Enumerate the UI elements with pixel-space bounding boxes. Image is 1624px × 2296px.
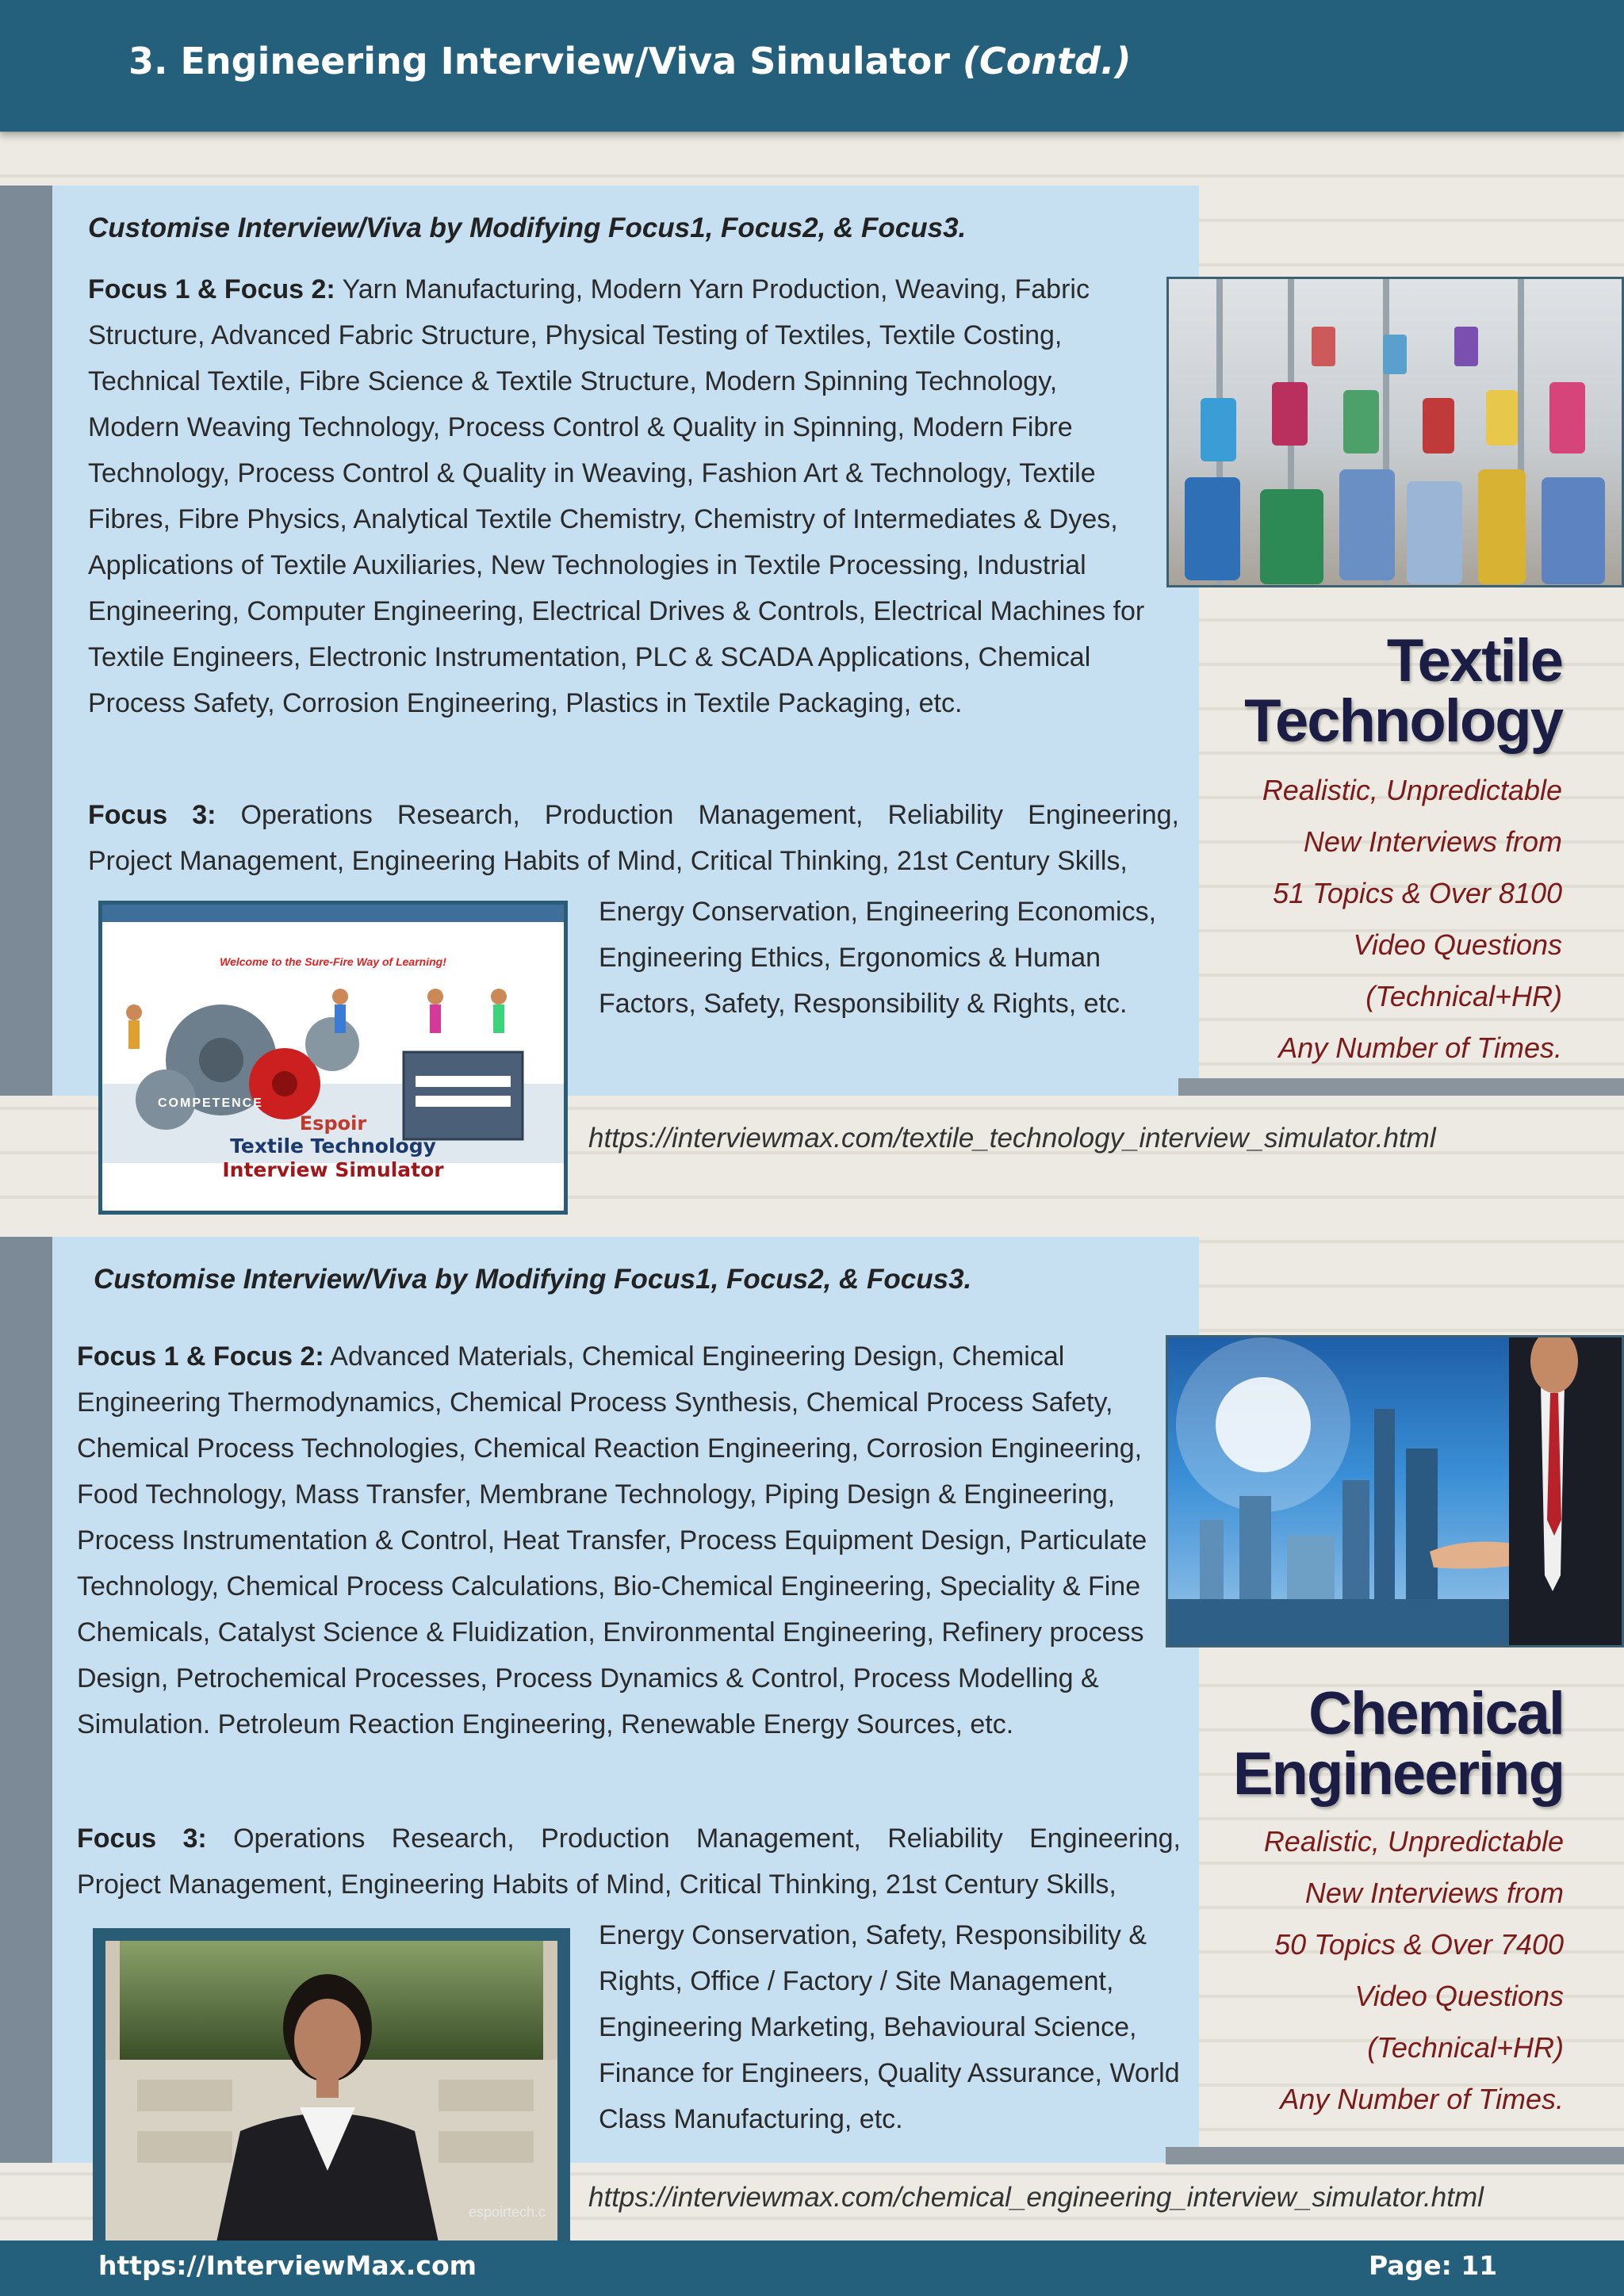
textile-title-line2: Technology xyxy=(1244,687,1562,755)
chemical-tagline xyxy=(1189,1816,1564,2125)
footer-site-link[interactable]: https://InterviewMax.com xyxy=(98,2250,477,2281)
chemical-focus3-line2: Project Management, Engineering Habits of Mind, Critical Thinking, 21st Century Skills, xyxy=(77,1869,1116,1900)
textile-focus3-line1: Focus 3: Operations Research, Production Management, Reliability Engineering, xyxy=(88,800,1179,830)
chemical-tagline-2: New Interviews from xyxy=(1304,1877,1564,1909)
chemical-refinery-photo xyxy=(1166,1335,1624,1647)
chemical-engineering-title xyxy=(1189,1680,1564,1808)
textile-focus12-paragraph xyxy=(88,266,1151,726)
screenshot-welcome: Welcome to the Sure-Fire Way of Learning! xyxy=(220,955,446,968)
chemical-tagline-3: 50 Topics & Over 7400 xyxy=(1274,1928,1564,1961)
refinery-illustration xyxy=(1168,1337,1622,1645)
textile-tagline-3: 51 Topics & Over 8100 xyxy=(1273,877,1562,909)
textile-focus3-label: Focus 3: xyxy=(88,800,216,830)
chemical-tagline-6: Any Number of Times. xyxy=(1280,2083,1564,2115)
textile-focus12-text: Yarn Manufacturing, Modern Yarn Production, Weaving, Fabric Structure, Advanced Fabric Structure, Physical Testing of Textiles, Textile Costing, Technical Textile, Fibre Science & Textile Structure, Modern Spinning Technology, Modern Weaving Technology, Process Control & Quality in Spinning, Modern Fibre Technology, Process Control & Quality in Weaving, Fashion Art & Technology, Textile Fibres, Fibre Physics, Analytical Textile Chemistry, Chemistry of Intermediates & Dyes, Applications of Textile Auxiliaries, New Technologies in Textile Processing, Industrial Engineering, Computer Engineering, Electrical Drives & Controls, Electrical Machines for Textile Engineers, Electronic Instrumentation, PLC & SCADA Applications, Chemical Process Safety, Corrosion Engineering, Plastics in Textile Packaging, etc. xyxy=(88,274,1145,718)
textile-technology-title xyxy=(1189,627,1562,755)
textile-focus3-rest: Energy Conservation, Engineering Economics, Engineering Ethics, Ergonomics & Human Factors, Safety, Responsibility & Rights, etc. xyxy=(599,897,1157,1019)
textile-simulator-link[interactable]: https://interviewmax.com/textile_technology_interview_simulator.html xyxy=(588,1123,1436,1154)
screenshot-nav-bar xyxy=(102,905,564,922)
screenshot-brand: Espoir xyxy=(299,1112,367,1135)
textile-tagline xyxy=(1189,764,1562,1073)
footer-page-number: Page: 11 xyxy=(1369,2250,1498,2281)
screenshot-competence: COMPETENCE xyxy=(158,1096,263,1110)
chemical-tagline-5: (Technical+HR) xyxy=(1367,2031,1564,2064)
textile-side-bar xyxy=(0,186,52,1096)
chemical-focus3-rest: Energy Conservation, Safety, Responsibility & Rights, Office / Factory / Site Management, Engineering Marketing, Behavioural Science, Finance for Engineers, Quality Assurance, World Class Manufacturing, etc. xyxy=(599,1920,1180,2134)
chemical-tagline-4: Video Questions xyxy=(1354,1980,1564,2012)
textile-tagline-1: Realistic, Unpredictable xyxy=(1262,774,1562,806)
video-watermark: espoirtech.c xyxy=(469,2204,546,2220)
textile-tagline-4: Video Questions xyxy=(1353,928,1562,961)
chemical-presenter-video xyxy=(93,1928,570,2242)
screenshot-line1: Textile Technology xyxy=(230,1135,436,1158)
screenshot-line2: Interview Simulator xyxy=(222,1158,444,1181)
chemical-title-line2: Engineering xyxy=(1232,1740,1564,1808)
chemical-tagline-1: Realistic, Unpredictable xyxy=(1263,1825,1564,1858)
chemical-focus3-line1: Focus 3: Operations Research, Production Management, Reliability Engineering, xyxy=(77,1823,1181,1854)
chemical-focus12-paragraph xyxy=(77,1334,1160,1747)
textile-spools-photo xyxy=(1166,277,1624,587)
textile-simulator-screenshot xyxy=(98,901,568,1215)
spools-illustration xyxy=(1169,279,1622,585)
chemical-focus12-label: Focus 1 & Focus 2: xyxy=(77,1341,324,1372)
textile-tagline-6: Any Number of Times. xyxy=(1278,1031,1562,1064)
chemical-focus3-label: Focus 3: xyxy=(77,1823,207,1854)
textile-focus3-line2: Project Management, Engineering Habits of Mind, Critical Thinking, 21st Century Skills, xyxy=(88,846,1128,876)
textile-divider-rule xyxy=(1178,1078,1624,1096)
textile-tagline-2: New Interviews from xyxy=(1303,825,1562,858)
chemical-simulator-link[interactable]: https://interviewmax.com/chemical_engineering_interview_simulator.html xyxy=(588,2182,1484,2213)
chemical-focus12-text: Advanced Materials, Chemical Engineering Design, Chemical Engineering Thermodynamics, Chemical Process Synthesis, Chemical Process Safety, Chemical Process Technologies, Chemical Reaction Engineering, Corrosion Engineering, Food Technology, Mass Transfer, Membrane Technology, Piping Design & Engineering, Process Instrumentation & Control, Heat Transfer, Process Equipment Design, Particulate Technology, Chemical Process Calculations, Bio-Chemical Engineering, Speciality & Fine Chemicals, Catalyst Science & Fluidization, Environmental Engineering, Refinery process Design, Petrochemical Processes, Process Dynamics & Control, Process Modelling & Simulation. Petroleum Reaction Engineering, Renewable Energy Sources, etc. xyxy=(77,1341,1147,1739)
textile-title-line1: Textile xyxy=(1386,627,1562,695)
chemical-divider-rule xyxy=(1166,2147,1624,2164)
chemical-side-bar xyxy=(0,1237,52,2163)
page-title: 3. Engineering Interview/Viva Simulator (Contd.) xyxy=(128,40,1132,82)
chemical-customise-heading: Customise Interview/Viva by Modifying Focus1, Focus2, & Focus3. xyxy=(94,1264,972,1295)
textile-tagline-5: (Technical+HR) xyxy=(1365,980,1562,1012)
title-contd: (Contd.) xyxy=(962,40,1132,82)
presenter-illustration xyxy=(105,1941,557,2242)
chemical-title-line1: Chemical xyxy=(1308,1680,1564,1747)
textile-focus12-label: Focus 1 & Focus 2: xyxy=(88,274,335,304)
textile-customise-heading: Customise Interview/Viva by Modifying Focus1, Focus2, & Focus3. xyxy=(88,212,967,243)
